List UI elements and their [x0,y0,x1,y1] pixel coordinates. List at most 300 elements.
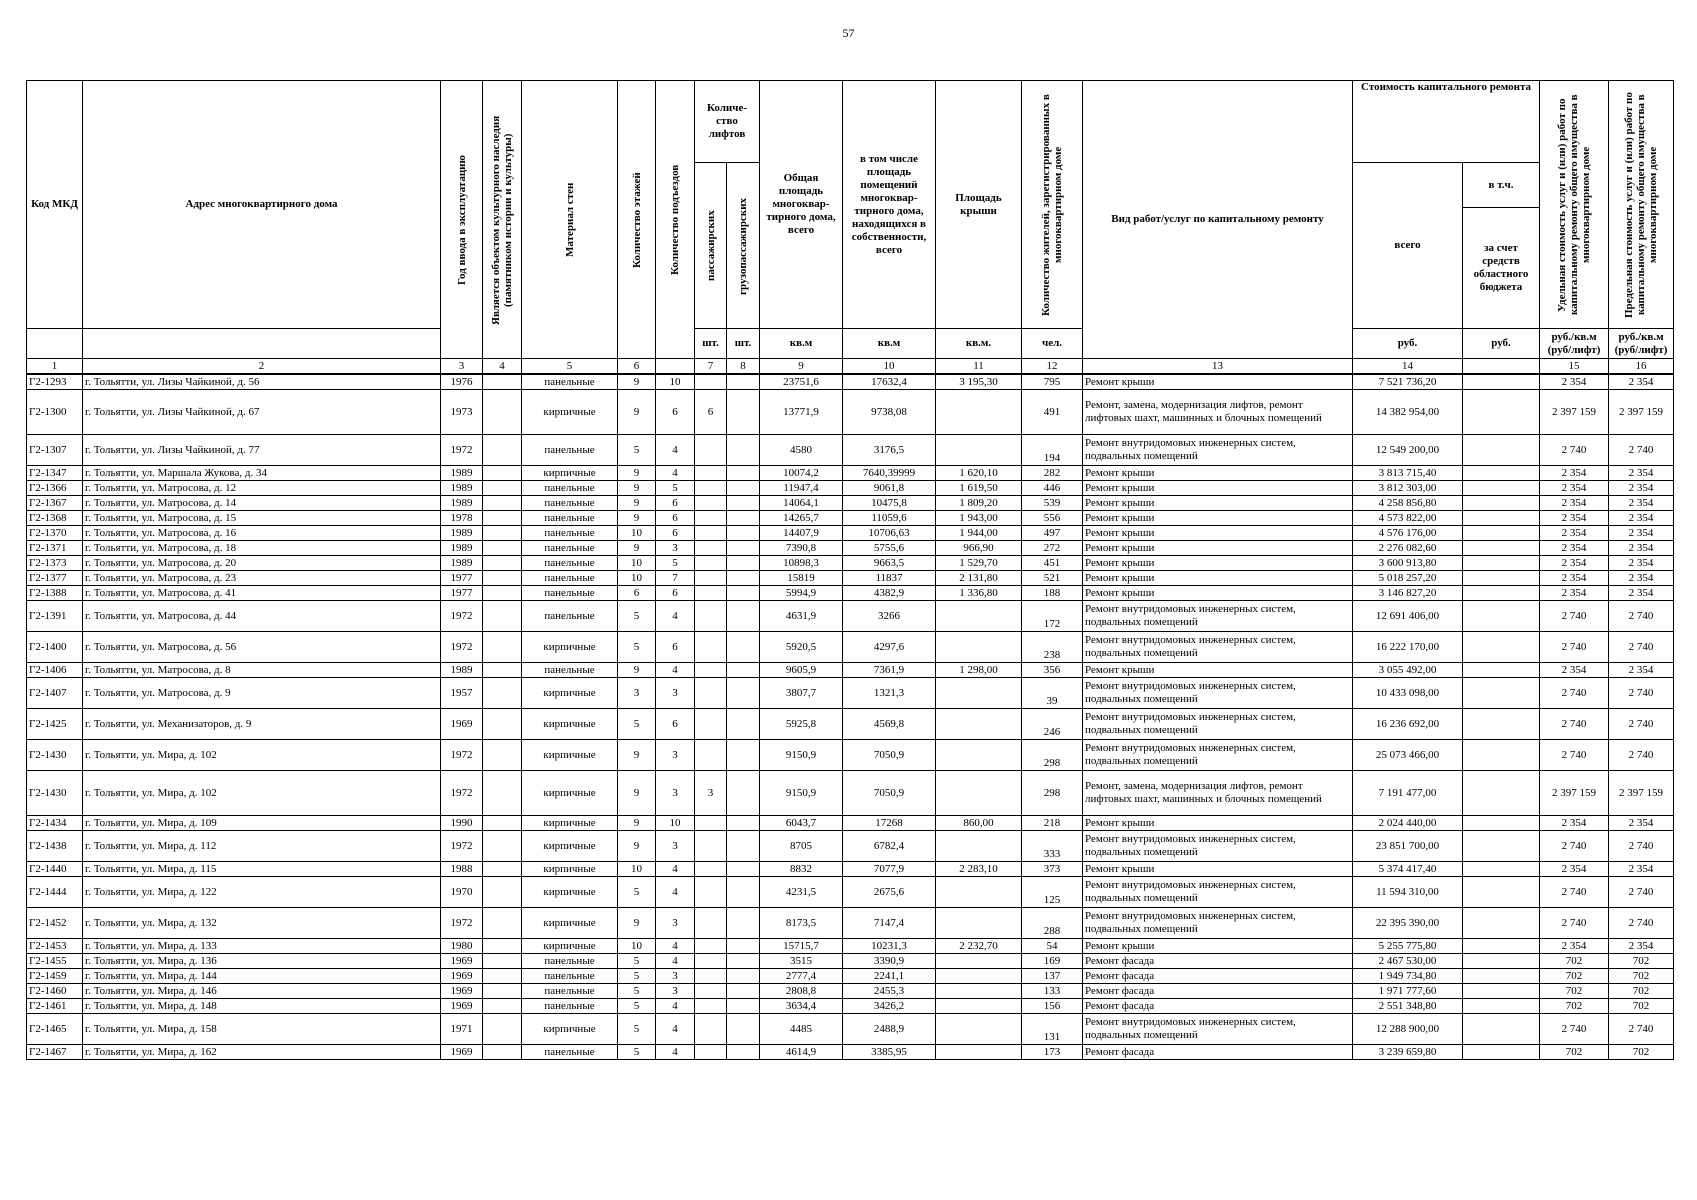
cell-roof-area [936,831,1022,862]
cell-heritage [483,571,522,586]
cell-floors: 5 [618,1045,656,1060]
header-address: Адрес многоквартирного дома [83,81,441,329]
cell-code: Г2-1388 [27,586,83,601]
cell-cost-total: 23 851 700,00 [1353,831,1463,862]
cell-cost-total: 1 971 777,60 [1353,984,1463,999]
cell-cost-regional [1463,1014,1540,1045]
cell-code: Г2-1368 [27,511,83,526]
cell-area-total: 10074,2 [760,466,843,481]
cell-residents: 156 [1022,999,1083,1014]
cell-lifts-pass [695,954,727,969]
cell-unit-cost: 2 740 [1540,601,1609,632]
col-number: 4 [483,359,522,375]
cell-unit-cost: 702 [1540,999,1609,1014]
header-lifts: Количе-ство лифтов [695,81,760,163]
cell-work: Ремонт внутридомовых инженерных систем, подвальных помещений [1083,1014,1353,1045]
cell-lifts-cargo [727,771,760,816]
cell-roof-area [936,678,1022,709]
cell-walls: панельные [522,601,618,632]
cell-work: Ремонт крыши [1083,571,1353,586]
cell-entrances: 6 [656,390,695,435]
cell-lifts-pass [695,1045,727,1060]
cell-limit-cost: 2 354 [1609,571,1674,586]
cell-unit-cost: 2 397 159 [1540,390,1609,435]
cell-address: г. Тольятти, ул. Матросова, д. 15 [83,511,441,526]
cell-area-total: 3807,7 [760,678,843,709]
cell-unit-cost: 2 354 [1540,526,1609,541]
cell-area-total: 4631,9 [760,601,843,632]
cell-lifts-cargo [727,969,760,984]
cell-code: Г2-1465 [27,1014,83,1045]
cell-heritage [483,709,522,740]
cell-entrances: 4 [656,999,695,1014]
cell-walls: кирпичные [522,678,618,709]
cell-area-owned: 2241,1 [843,969,936,984]
cell-cost-regional [1463,969,1540,984]
cell-code: Г2-1407 [27,678,83,709]
cell-code: Г2-1377 [27,571,83,586]
cell-address: г. Тольятти, ул. Матросова, д. 56 [83,632,441,663]
cell-area-owned: 7050,9 [843,740,936,771]
cell-lifts-pass [695,831,727,862]
cell-area-owned: 2675,6 [843,877,936,908]
cell-work: Ремонт крыши [1083,862,1353,877]
cell-lifts-cargo [727,709,760,740]
cell-lifts-pass [695,632,727,663]
cell-entrances: 4 [656,939,695,954]
cell-limit-cost: 2 740 [1609,740,1674,771]
cell-cost-regional [1463,526,1540,541]
cell-unit-cost: 2 354 [1540,571,1609,586]
cell-roof-area: 1 944,00 [936,526,1022,541]
cell-roof-area [936,954,1022,969]
cell-work: Ремонт крыши [1083,556,1353,571]
cell-roof-area: 1 336,80 [936,586,1022,601]
cell-work: Ремонт внутридомовых инженерных систем, подвальных помещений [1083,435,1353,466]
cell-cost-total: 2 467 530,00 [1353,954,1463,969]
cell-cost-regional [1463,632,1540,663]
cell-limit-cost: 2 354 [1609,939,1674,954]
cell-unit-cost: 2 354 [1540,481,1609,496]
table-row [27,862,1674,877]
cell-unit-cost: 2 354 [1540,939,1609,954]
cell-roof-area [936,877,1022,908]
cell-lifts-pass [695,586,727,601]
cell-address: г. Тольятти, ул. Мира, д. 112 [83,831,441,862]
cell-work: Ремонт, замена, модернизация лифтов, ремонт лифтовых шахт, машинных и блочных помещений [1083,390,1353,435]
cell-lifts-cargo [727,541,760,556]
cell-year: 1989 [441,556,483,571]
cell-area-owned: 10475,8 [843,496,936,511]
cell-code: Г2-1366 [27,481,83,496]
cell-area-owned: 7147,4 [843,908,936,939]
cell-residents: 497 [1022,526,1083,541]
cell-entrances: 4 [656,663,695,678]
cell-walls: кирпичные [522,877,618,908]
cell-cost-regional [1463,877,1540,908]
cell-year: 1969 [441,999,483,1014]
cell-code: Г2-1430 [27,771,83,816]
cell-floors: 10 [618,556,656,571]
col-number: 2 [83,359,441,375]
cell-work: Ремонт внутридомовых инженерных систем, подвальных помещений [1083,601,1353,632]
cell-unit-cost: 2 354 [1540,556,1609,571]
cell-work: Ремонт фасада [1083,999,1353,1014]
cell-entrances: 4 [656,601,695,632]
cell-lifts-cargo [727,556,760,571]
cell-address: г. Тольятти, ул. Мира, д. 115 [83,862,441,877]
cell-lifts-pass [695,481,727,496]
table-row [27,632,1674,663]
cell-year: 1972 [441,771,483,816]
cell-area-total: 5920,5 [760,632,843,663]
table-row [27,908,1674,939]
cell-lifts-cargo [727,663,760,678]
cell-unit-cost: 702 [1540,1045,1609,1060]
cell-area-total: 6043,7 [760,816,843,831]
cell-address: г. Тольятти, ул. Мира, д. 146 [83,984,441,999]
cell-walls: кирпичные [522,740,618,771]
cell-code: Г2-1307 [27,435,83,466]
cell-year: 1989 [441,466,483,481]
header-floors: Количество этажей [630,171,643,268]
cell-area-owned: 17268 [843,816,936,831]
cell-year: 1988 [441,862,483,877]
table-row [27,481,1674,496]
cell-floors: 5 [618,435,656,466]
cell-year: 1969 [441,709,483,740]
cell-lifts-pass [695,556,727,571]
cell-roof-area: 3 195,30 [936,374,1022,390]
cell-roof-area: 2 283,10 [936,862,1022,877]
cell-area-owned: 4297,6 [843,632,936,663]
cell-cost-total: 11 594 310,00 [1353,877,1463,908]
unit-sqm-1: кв.м [760,329,843,359]
cell-area-total: 4580 [760,435,843,466]
cell-unit-cost: 2 354 [1540,586,1609,601]
cell-cost-total: 2 024 440,00 [1353,816,1463,831]
cell-cost-regional [1463,984,1540,999]
cell-roof-area: 1 620,10 [936,466,1022,481]
cell-lifts-cargo [727,374,760,390]
cell-unit-cost: 702 [1540,969,1609,984]
cell-cost-total: 3 813 715,40 [1353,466,1463,481]
cell-lifts-cargo [727,678,760,709]
cell-area-owned: 17632,4 [843,374,936,390]
cell-entrances: 3 [656,831,695,862]
cell-work: Ремонт внутридомовых инженерных систем, подвальных помещений [1083,632,1353,663]
cell-entrances: 6 [656,586,695,601]
cell-entrances: 6 [656,496,695,511]
table-row [27,526,1674,541]
cell-code: Г2-1434 [27,816,83,831]
cell-lifts-cargo [727,984,760,999]
cell-address: г. Тольятти, ул. Матросова, д. 9 [83,678,441,709]
cell-entrances: 3 [656,771,695,816]
cell-lifts-pass [695,984,727,999]
table-row [27,601,1674,632]
table-row [27,586,1674,601]
unit-per-2: руб./кв.м (руб/лифт) [1609,329,1674,359]
cell-residents: 39 [1022,678,1083,709]
cell-entrances: 5 [656,556,695,571]
cell-unit-cost: 2 740 [1540,1014,1609,1045]
cell-cost-total: 12 549 200,00 [1353,435,1463,466]
cell-roof-area [936,740,1022,771]
cell-limit-cost: 702 [1609,999,1674,1014]
cell-cost-total: 10 433 098,00 [1353,678,1463,709]
cell-cost-regional [1463,496,1540,511]
cell-cost-regional [1463,939,1540,954]
col-number: 16 [1609,359,1674,375]
cell-lifts-pass [695,877,727,908]
cell-lifts-pass [695,999,727,1014]
cell-cost-total: 14 382 954,00 [1353,390,1463,435]
cell-code: Г2-1391 [27,601,83,632]
cell-unit-cost: 2 354 [1540,862,1609,877]
cell-work: Ремонт внутридомовых инженерных систем, подвальных помещений [1083,678,1353,709]
cell-area-owned: 7050,9 [843,771,936,816]
cell-lifts-pass [695,816,727,831]
col-number: 1 [27,359,83,375]
header-lifts-cargo: грузопассажирских [737,196,749,295]
cell-heritage [483,831,522,862]
cell-year: 1990 [441,816,483,831]
cell-cost-regional [1463,374,1540,390]
cell-area-total: 10898,3 [760,556,843,571]
cell-roof-area [936,969,1022,984]
cell-cost-total: 3 600 913,80 [1353,556,1463,571]
cell-address: г. Тольятти, ул. Матросова, д. 41 [83,586,441,601]
cell-cost-total: 25 073 466,00 [1353,740,1463,771]
cell-lifts-pass [695,466,727,481]
cell-residents: 451 [1022,556,1083,571]
header-entrances: Количество подъездов [669,164,681,275]
cell-work: Ремонт внутридомовых инженерных систем, подвальных помещений [1083,709,1353,740]
cell-entrances: 10 [656,374,695,390]
unit-rub-2: руб. [1463,329,1540,359]
cell-limit-cost: 2 354 [1609,663,1674,678]
cell-cost-regional [1463,740,1540,771]
cell-year: 1989 [441,526,483,541]
header-cost-incl: в т.ч. [1463,163,1539,208]
cell-cost-total: 7 191 477,00 [1353,771,1463,816]
cell-year: 1980 [441,939,483,954]
cell-floors: 9 [618,481,656,496]
unit-pcs-2: шт. [727,329,760,359]
cell-code: Г2-1373 [27,556,83,571]
cell-address: г. Тольятти, ул. Мира, д. 133 [83,939,441,954]
cell-walls: кирпичные [522,466,618,481]
cell-area-total: 11947,4 [760,481,843,496]
cell-lifts-pass [695,663,727,678]
cell-unit-cost: 2 354 [1540,541,1609,556]
cell-lifts-pass [695,496,727,511]
cell-area-owned: 9738,08 [843,390,936,435]
cell-cost-total: 1 949 734,80 [1353,969,1463,984]
table-row [27,390,1674,435]
cell-lifts-cargo [727,908,760,939]
cell-area-owned: 7361,9 [843,663,936,678]
cell-unit-cost: 2 354 [1540,466,1609,481]
table-row [27,954,1674,969]
cell-limit-cost: 2 354 [1609,496,1674,511]
cell-code: Г2-1444 [27,877,83,908]
cell-lifts-cargo [727,496,760,511]
header-work: Вид работ/услуг по капитальному ремонту [1083,81,1353,359]
cell-heritage [483,511,522,526]
cell-limit-cost: 2 354 [1609,816,1674,831]
unit-sqm-2: кв.м [843,329,936,359]
cell-work: Ремонт фасада [1083,954,1353,969]
cell-roof-area: 860,00 [936,816,1022,831]
cell-heritage [483,816,522,831]
cell-unit-cost: 2 354 [1540,663,1609,678]
cell-area-total: 2808,8 [760,984,843,999]
cell-walls: панельные [522,435,618,466]
cell-lifts-pass [695,511,727,526]
col-number: 9 [760,359,843,375]
cell-lifts-cargo [727,390,760,435]
cell-work: Ремонт фасада [1083,969,1353,984]
header-cost: Стоимость капитального ремонта [1353,81,1540,163]
cell-cost-regional [1463,663,1540,678]
cell-entrances: 10 [656,816,695,831]
cell-residents: 521 [1022,571,1083,586]
cell-residents: 446 [1022,481,1083,496]
cell-unit-cost: 2 354 [1540,374,1609,390]
cell-year: 1976 [441,374,483,390]
cell-area-owned: 6782,4 [843,831,936,862]
cell-walls: панельные [522,954,618,969]
cell-residents: 298 [1022,771,1083,816]
cell-residents: 131 [1022,1014,1083,1045]
repair-program-table [26,80,1674,1060]
cell-unit-cost: 2 740 [1540,632,1609,663]
cell-limit-cost: 2 354 [1609,374,1674,390]
cell-area-owned: 1321,3 [843,678,936,709]
cell-residents: 373 [1022,862,1083,877]
cell-cost-total: 12 691 406,00 [1353,601,1463,632]
header-unit-cost: Удельная стоимость услуг и (или) работ по капитальному ремонту общего имущества в многоквартирном доме [1556,94,1593,315]
cell-cost-regional [1463,556,1540,571]
cell-roof-area: 966,90 [936,541,1022,556]
col-number: 15 [1540,359,1609,375]
cell-year: 1972 [441,908,483,939]
cell-residents: 282 [1022,466,1083,481]
cell-cost-regional [1463,831,1540,862]
cell-entrances: 4 [656,435,695,466]
cell-area-total: 2777,4 [760,969,843,984]
cell-residents: 125 [1022,877,1083,908]
cell-address: г. Тольятти, ул. Мира, д. 136 [83,954,441,969]
cell-roof-area [936,771,1022,816]
cell-lifts-pass [695,740,727,771]
cell-code: Г2-1367 [27,496,83,511]
cell-heritage [483,586,522,601]
cell-floors: 9 [618,663,656,678]
col-number: 5 [522,359,618,375]
cell-address: г. Тольятти, ул. Мира, д. 148 [83,999,441,1014]
cell-year: 1989 [441,663,483,678]
cell-unit-cost: 2 740 [1540,678,1609,709]
cell-code: Г2-1460 [27,984,83,999]
cell-walls: панельные [522,999,618,1014]
cell-walls: панельные [522,571,618,586]
cell-limit-cost: 2 740 [1609,435,1674,466]
cell-address: г. Тольятти, ул. Матросова, д. 8 [83,663,441,678]
cell-year: 1989 [441,481,483,496]
cell-area-total: 8832 [760,862,843,877]
header-roof-area: Площадь крыши [936,81,1022,329]
cell-address: г. Тольятти, ул. Мира, д. 158 [83,1014,441,1045]
table-body [27,374,1674,1060]
cell-walls: панельные [522,663,618,678]
cell-year: 1977 [441,586,483,601]
cell-cost-total: 5 255 775,80 [1353,939,1463,954]
cell-code: Г2-1406 [27,663,83,678]
cell-heritage [483,541,522,556]
cell-code: Г2-1455 [27,954,83,969]
cell-cost-regional [1463,862,1540,877]
cell-code: Г2-1459 [27,969,83,984]
cell-heritage [483,984,522,999]
cell-heritage [483,862,522,877]
cell-lifts-pass [695,1014,727,1045]
cell-unit-cost: 2 740 [1540,709,1609,740]
cell-lifts-cargo [727,954,760,969]
cell-residents: 556 [1022,511,1083,526]
cell-address: г. Тольятти, ул. Механизаторов, д. 9 [83,709,441,740]
cell-code: Г2-1300 [27,390,83,435]
cell-residents: 137 [1022,969,1083,984]
cell-heritage [483,632,522,663]
table-row [27,939,1674,954]
cell-entrances: 4 [656,1014,695,1045]
table-row [27,969,1674,984]
cell-area-owned: 5755,6 [843,541,936,556]
cell-cost-regional [1463,954,1540,969]
cell-residents: 356 [1022,663,1083,678]
cell-address: г. Тольятти, ул. Лизы Чайкиной, д. 77 [83,435,441,466]
cell-cost-regional [1463,908,1540,939]
cell-limit-cost: 2 354 [1609,481,1674,496]
cell-area-total: 14407,9 [760,526,843,541]
cell-area-total: 3634,4 [760,999,843,1014]
cell-walls: панельные [522,496,618,511]
cell-limit-cost: 2 354 [1609,526,1674,541]
cell-work: Ремонт крыши [1083,466,1353,481]
cell-walls: кирпичные [522,831,618,862]
cell-cost-total: 22 395 390,00 [1353,908,1463,939]
cell-cost-regional [1463,586,1540,601]
cell-code: Г2-1371 [27,541,83,556]
cell-residents: 795 [1022,374,1083,390]
cell-limit-cost: 2 354 [1609,541,1674,556]
cell-entrances: 6 [656,526,695,541]
cell-lifts-pass [695,526,727,541]
cell-work: Ремонт внутридомовых инженерных систем, подвальных помещений [1083,908,1353,939]
cell-residents: 491 [1022,390,1083,435]
cell-roof-area: 1 298,00 [936,663,1022,678]
cell-residents: 194 [1022,435,1083,466]
cell-area-total: 5925,8 [760,709,843,740]
cell-area-total: 4231,5 [760,877,843,908]
cell-cost-regional [1463,541,1540,556]
col-number: 6 [618,359,656,375]
table-row [27,740,1674,771]
cell-address: г. Тольятти, ул. Матросова, д. 23 [83,571,441,586]
